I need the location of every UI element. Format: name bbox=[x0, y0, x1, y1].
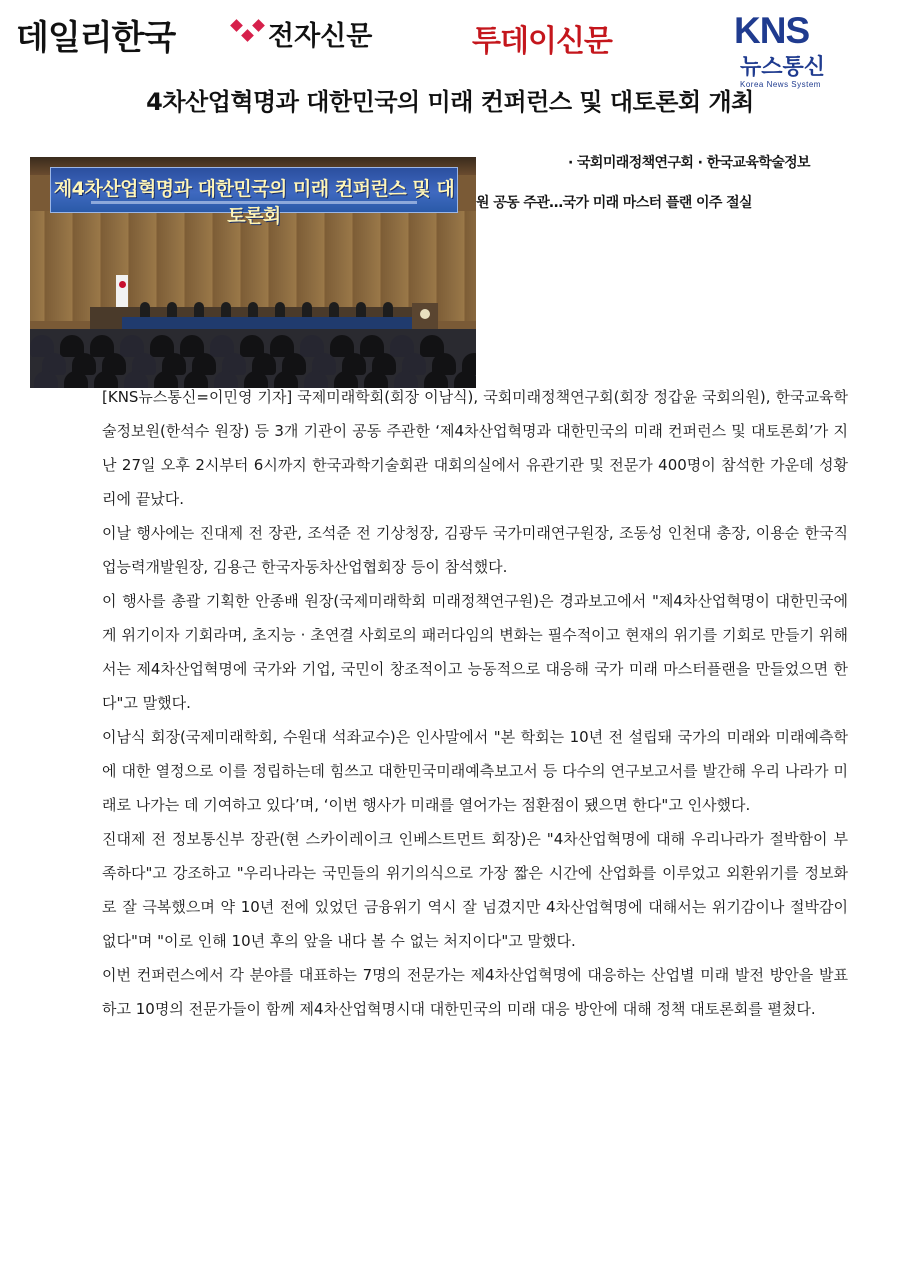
article-body bbox=[102, 380, 848, 1026]
photo-banner-subline bbox=[91, 201, 417, 204]
photo-banner-text: 제4차산업혁명과 대한민국의 미래 컨퍼런스 및 대토론회 bbox=[53, 178, 455, 227]
panelist-figure bbox=[248, 302, 258, 318]
panelist-figure bbox=[302, 302, 312, 318]
podium bbox=[412, 303, 438, 331]
today-news-logo: 투데이신문 bbox=[472, 24, 612, 59]
kns-logo-english: Korea News System bbox=[740, 80, 821, 89]
etnews-logo bbox=[230, 14, 372, 53]
panelist-figure bbox=[329, 302, 339, 318]
article-paragraph: 이 행사를 총괄 기획한 안종배 원장(국제미래학회 미래정책연구원)은 경과보고에서 "제4차산업혁명이 대한민국에게 위기이자 기회라며, 초지능 · 초연결 사회로의 패러다임의 변화는 필수적이고 현재의 위기를 기회로 만들기 위해서는 제4차산업혁명에 국가와 기업, 국민이 창조적이고 능동적으로 대응해 국가 미래 마스터플랜을 만들었으면 한다"고 말했다. bbox=[102, 592, 848, 712]
article-paragraph: 이날 행사에는 진대제 전 장관, 조석준 전 기상청장, 김광두 국가미래연구원장, 조동성 인천대 총장, 이용순 한국직업능력개발원장, 김용근 한국자동차산업협회장 등이 참석했다. bbox=[102, 524, 848, 576]
article-paragraph: [KNS뉴스통신=이민영 기자] 국제미래학회(회장 이남식), 국회미래정책연구회(회장 정갑윤 국회의원), 한국교육학술정보원(한석수 원장) 등 3개 기관이 공동 주관한 ‘제4차산업혁명과 대한민국의 미래 컨퍼런스 및 대토론회’가 지난 27일 오후 2시부터 6시까지 한국과학기술회관 대회의실에서 유관기관 및 전문가 400명이 참석한 가운데 성황리에 끝났다. bbox=[102, 388, 848, 508]
audience-head bbox=[34, 371, 58, 388]
korean-flag-icon bbox=[116, 275, 128, 311]
conference-photo bbox=[30, 157, 476, 388]
etnews-logo-text: 전자신문 bbox=[268, 21, 373, 52]
daily-hankook-logo: 데일리한국 bbox=[16, 18, 176, 58]
subheadline-line-2: 원 공동 주관…국가 미래 마스터 플랜 이주 절실 bbox=[476, 195, 752, 211]
panelist-figure bbox=[167, 302, 177, 318]
article-paragraph: 이남식 회장(국제미래학회, 수원대 석좌교수)은 인사말에서 "본 학회는 10년 전 설립돼 국가의 미래와 미래예측학에 대한 열정으로 이를 정립하는데 힘쓰고 대한민국미래예측보고서 등 다수의 연구보고서를 발간해 우리 나라가 미래로 나가는 데 기여하고 있다’며, ‘이번 행사가 미래를 열어가는 점환점이 됐으면 한다"고 인사했다. bbox=[102, 728, 848, 814]
panelist-figure bbox=[194, 302, 204, 318]
kns-logo bbox=[734, 10, 900, 89]
audience-head bbox=[64, 371, 88, 388]
article-paragraph: 이번 컨퍼런스에서 각 분야를 대표하는 7명의 전문가는 제4차산업혁명에 대응하는 산업별 미래 발전 방안을 발표하고 10명의 전문가들이 함께 제4차산업혁명시대 대한민국의 미래 대응 방안에 대해 정책 대토론회를 펼쳤다. bbox=[102, 966, 848, 1018]
kns-logo-mark: KNS bbox=[734, 10, 810, 51]
panelist-figure bbox=[356, 302, 366, 318]
panelist-figure bbox=[221, 302, 231, 318]
photo-banner bbox=[50, 167, 458, 227]
subheadline-line-1: · 국회미래정책연구회 · 한국교육학술정보 bbox=[568, 155, 810, 171]
panelist-figure bbox=[140, 302, 150, 318]
masthead-bar bbox=[0, 0, 900, 89]
etnews-mark-icon bbox=[230, 19, 264, 49]
article-paragraph: 진대제 전 정보통신부 장관(현 스카이레이크 인베스트먼트 회장)은 "4차산업혁명에 대해 우리나라가 절박함이 부족하다"고 강조하고 "우리나라는 국민들의 위기의식으로 가장 짧은 시간에 산업화를 이루었고 외환위기를 정보화로 잘 극복했으며 약 10년 전에 있었던 금융위기 역시 잘 넘겼지만 4차산업혁명에 대해서는 위기감이나 절박감이 없다"며 "이로 인해 10년 후의 앞을 내다 볼 수 없는 처지이다"고 말했다. bbox=[102, 830, 848, 950]
article-headline: 4차산업혁명과 대한민국의 미래 컨퍼런스 및 대토론회 개최 bbox=[146, 88, 754, 116]
kns-logo-korean: 뉴스통신 bbox=[740, 55, 826, 80]
panelist-figure bbox=[275, 302, 285, 318]
panelist-figure bbox=[383, 302, 393, 318]
